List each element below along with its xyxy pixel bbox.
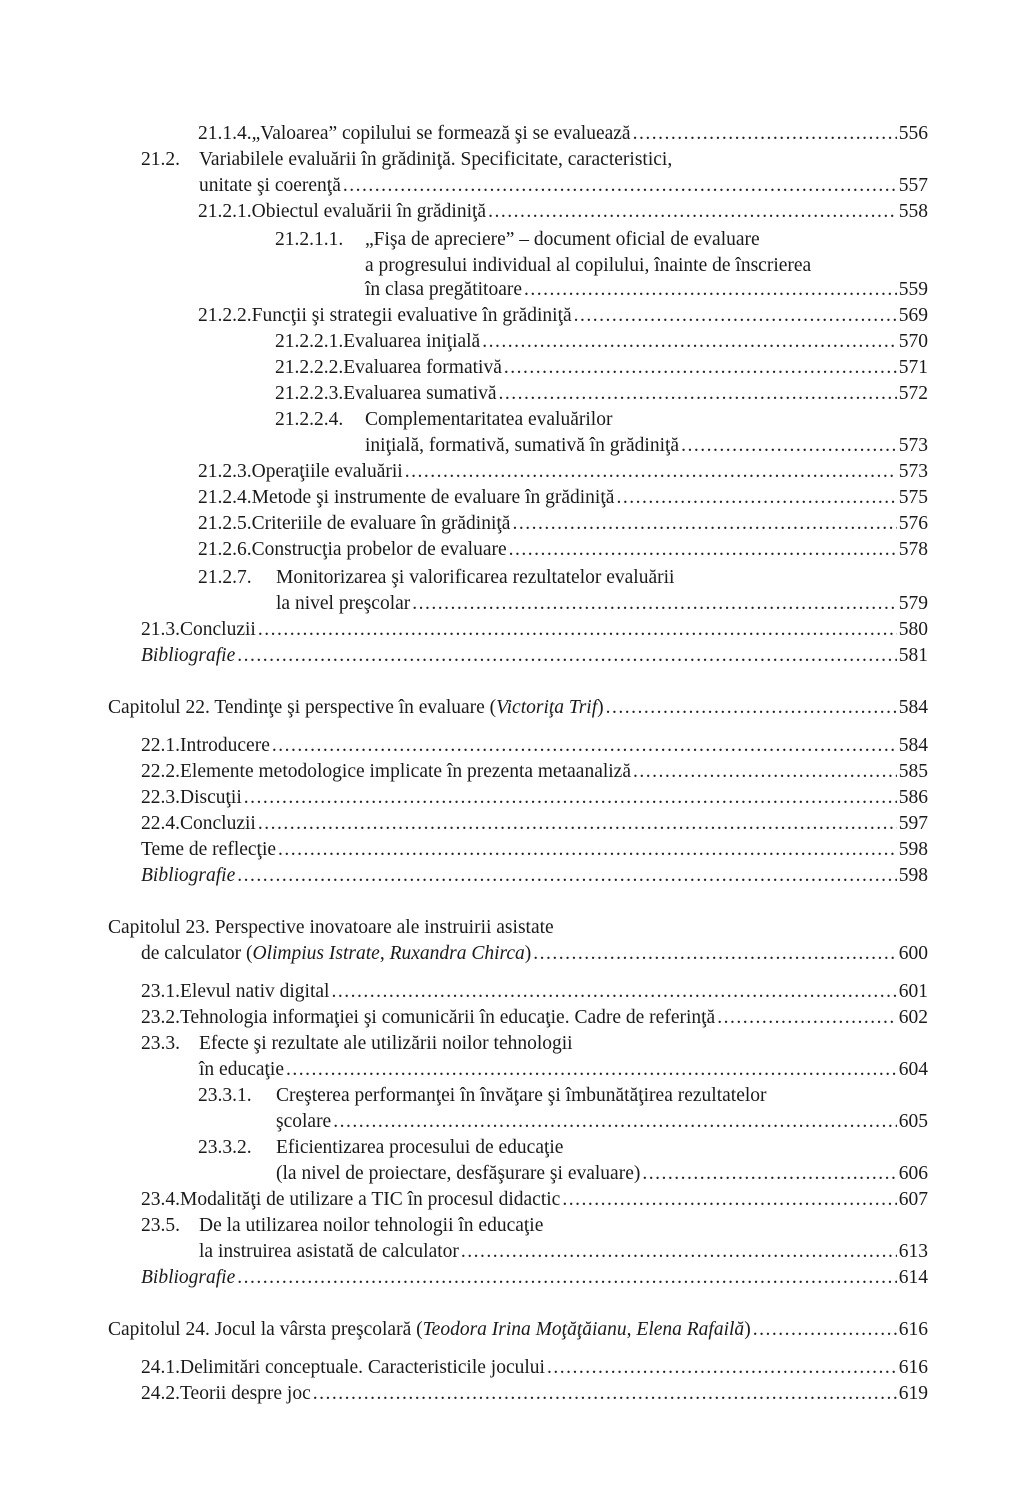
leader-dots <box>405 459 897 485</box>
section-number: 21.2.1.1. <box>275 229 344 250</box>
toc-entry[interactable] <box>198 1083 928 1109</box>
separator: , <box>626 1319 637 1340</box>
section-title: Concluzii <box>180 813 256 834</box>
section-title: Teme de reflecţie <box>141 839 277 860</box>
section-number: 21.3. <box>141 619 180 640</box>
section-title: în clasa pregătitoare <box>365 279 522 300</box>
toc-entry-continuation[interactable] <box>276 1161 928 1187</box>
section-title: Bibliografie <box>141 865 236 886</box>
page-number: 556 <box>898 123 928 144</box>
section-title: la nivel preşcolar <box>276 593 411 614</box>
toc-entry-continuation <box>365 253 928 279</box>
section-title: Concluzii <box>180 619 256 640</box>
section-title: Monitorizarea şi valorificarea rezultatelor evaluării <box>276 567 675 588</box>
section-title: Elemente metodologice implicate în prezenta metaanaliză <box>180 761 631 782</box>
leader-dots <box>524 277 897 303</box>
leader-dots <box>286 1057 897 1083</box>
page-number: 584 <box>898 735 928 756</box>
section-title: Elevul nativ digital <box>180 981 330 1002</box>
leader-dots <box>244 785 897 811</box>
chapter-title <box>108 1317 751 1343</box>
leader-dots <box>461 1239 897 1265</box>
section-title: Bibliografie <box>141 645 236 666</box>
page-number: 585 <box>898 761 928 782</box>
section-title: Metode şi instrumente de evaluare în grădiniţă <box>251 487 615 508</box>
section-number: 22.3. <box>141 787 180 808</box>
leader-dots <box>313 1381 897 1407</box>
page-number: 614 <box>898 1267 928 1288</box>
toc-entry[interactable] <box>198 303 928 329</box>
page-number: 584 <box>898 697 928 718</box>
toc-entry[interactable] <box>141 147 928 173</box>
page-number: 570 <box>898 331 928 352</box>
leader-dots <box>237 863 897 889</box>
section-number: 21.2.2.1. <box>275 331 344 352</box>
leader-dots <box>488 199 897 225</box>
section-title: Funcţii şi strategii evaluative în grădiniţă <box>251 305 572 326</box>
section-number: 21.2.6. <box>198 539 252 560</box>
page-number: 600 <box>898 943 928 964</box>
section-title: Teorii despre joc <box>180 1383 311 1404</box>
section-title: Evaluarea formativă <box>343 357 502 378</box>
chapter-title-text: de calculator ( <box>141 943 253 964</box>
section-title: în educaţie <box>199 1059 284 1080</box>
leader-dots <box>574 303 897 329</box>
section-title: Discuţii <box>180 787 242 808</box>
section-number: 22.1. <box>141 735 180 756</box>
section-number: 21.2.2.4. <box>275 409 344 430</box>
page-number: 573 <box>898 461 928 482</box>
section-number: 21.2.5. <box>198 513 252 534</box>
section-title: Tehnologia informaţiei şi comunicării în educaţie. Cadre de referinţă <box>180 1007 716 1028</box>
toc-entry[interactable] <box>141 811 928 837</box>
chapter-heading-23-continuation[interactable] <box>141 941 928 967</box>
toc-entry[interactable] <box>275 227 928 253</box>
section-title: Evaluarea sumativă <box>343 383 497 404</box>
toc-entry[interactable] <box>198 1135 928 1161</box>
page-number: 586 <box>898 787 928 808</box>
page-number: 581 <box>898 645 928 666</box>
leader-dots <box>258 617 897 643</box>
chapter-title-text: Capitolul 22. Tendinţe şi perspective în evaluare ( <box>108 697 497 718</box>
page-number: 573 <box>898 435 928 456</box>
toc-entry-continuation[interactable] <box>199 173 928 199</box>
page-number: 598 <box>898 839 928 860</box>
leader-dots <box>717 1005 897 1031</box>
toc-entry-bibliography[interactable] <box>141 863 928 889</box>
section-number: 21.2.4. <box>198 487 252 508</box>
toc-entry[interactable] <box>141 1005 928 1031</box>
toc-entry[interactable] <box>141 733 928 759</box>
toc-entry[interactable] <box>141 1031 928 1057</box>
section-title: Obiectul evaluării în grădiniţă <box>251 201 487 222</box>
toc-entry-bibliography[interactable] <box>141 1265 928 1291</box>
section-title: Variabilele evaluării în grădiniţă. Specificitate, caracteristici, <box>199 149 673 170</box>
section-title: (la nivel de proiectare, desfăşurare şi evaluare) <box>276 1163 641 1184</box>
page-number: 579 <box>898 593 928 614</box>
toc-entry-continuation[interactable] <box>199 1057 928 1083</box>
page-number: 605 <box>898 1111 928 1132</box>
section-number: 23.3. <box>141 1033 180 1054</box>
page-number: 557 <box>898 175 928 196</box>
leader-dots <box>482 329 897 355</box>
page-number: 597 <box>898 813 928 834</box>
section-number: 23.3.1. <box>198 1085 252 1106</box>
section-number: 21.1.4. <box>198 123 252 144</box>
page-number: 601 <box>898 981 928 1002</box>
leader-dots <box>633 121 897 147</box>
section-number: 21.2.1. <box>198 201 252 222</box>
page-number: 616 <box>898 1319 928 1340</box>
toc-entry[interactable] <box>198 199 928 225</box>
leader-dots <box>562 1187 896 1213</box>
section-title: la instruirea asistată de calculator <box>199 1241 459 1262</box>
toc-entry[interactable] <box>141 1213 928 1239</box>
toc-entry-continuation[interactable] <box>365 277 928 303</box>
toc-entry[interactable] <box>198 121 928 147</box>
leader-dots <box>331 979 896 1005</box>
leader-dots <box>642 1161 896 1187</box>
page-number: 571 <box>898 357 928 378</box>
page-number: 572 <box>898 383 928 404</box>
section-title: Efecte şi rezultate ale utilizării noilor tehnologii <box>199 1033 573 1054</box>
leader-dots <box>272 733 897 759</box>
leader-dots <box>412 591 896 617</box>
chapter-title-text: Capitolul 23. Perspective inovatoare ale instruirii asistate <box>108 917 554 938</box>
leader-dots <box>237 643 897 669</box>
toc-entry-continuation[interactable] <box>365 433 928 459</box>
section-title: Bibliografie <box>141 1267 236 1288</box>
toc-entry[interactable] <box>198 537 928 563</box>
page-number: 559 <box>898 279 928 300</box>
page-number: 558 <box>898 201 928 222</box>
page-number: 576 <box>898 513 928 534</box>
leader-dots <box>258 811 897 837</box>
paren-close: ) <box>524 943 532 964</box>
section-title: Creşterea performanţei în învăţare şi îmbunătăţirea rezultatelor <box>276 1085 767 1106</box>
page-number: 619 <box>898 1383 928 1404</box>
toc-entry-reflection[interactable] <box>141 837 928 863</box>
toc-entry[interactable] <box>198 485 928 511</box>
section-title: iniţială, formativă, sumativă în grădiniţă <box>365 435 680 456</box>
chapter-title <box>108 695 604 721</box>
section-title: Eficientizarea procesului de educaţie <box>276 1137 564 1158</box>
section-title: unitate şi coerenţă <box>199 175 341 196</box>
leader-dots <box>616 485 896 511</box>
leader-dots <box>753 1317 897 1343</box>
section-number: 22.2. <box>141 761 180 782</box>
toc-entry[interactable] <box>275 329 928 355</box>
page-number: 569 <box>898 305 928 326</box>
section-title: a progresului individual al copilului, înainte de înscrierea <box>365 255 812 276</box>
chapter-title <box>141 941 531 967</box>
section-number: 23.2. <box>141 1007 180 1028</box>
toc-entry[interactable] <box>141 617 928 643</box>
leader-dots <box>533 941 896 967</box>
separator: , <box>379 943 390 964</box>
section-number: 21.2.3. <box>198 461 252 482</box>
chapter-author: Ruxandra Chirca <box>389 943 525 964</box>
leader-dots <box>504 355 897 381</box>
chapter-title-text: Capitolul 24. Jocul la vârsta preşcolară ( <box>108 1319 423 1340</box>
toc-entry[interactable] <box>141 785 928 811</box>
leader-dots <box>343 173 897 199</box>
section-number: 21.2.2. <box>198 305 252 326</box>
section-number: 21.2. <box>141 149 180 170</box>
section-title: Criteriile de evaluare în grădiniţă <box>251 513 511 534</box>
section-title: Evaluarea iniţială <box>343 331 481 352</box>
toc-entry[interactable] <box>275 407 928 433</box>
toc-entry[interactable] <box>141 979 928 1005</box>
toc-entry-bibliography[interactable] <box>141 643 928 669</box>
section-number: 21.2.2.3. <box>275 383 344 404</box>
toc-entry[interactable] <box>198 459 928 485</box>
section-title: şcolare <box>276 1111 332 1132</box>
section-title: „Fişa de apreciere” – document oficial de evaluare <box>365 229 760 250</box>
section-number: 24.1. <box>141 1357 180 1378</box>
leader-dots <box>509 537 897 563</box>
section-title: Operaţiile evaluării <box>251 461 403 482</box>
chapter-author: Teodora Irina Moţăţăianu <box>422 1319 627 1340</box>
page-number: 606 <box>898 1163 928 1184</box>
toc-entry[interactable] <box>141 1355 928 1381</box>
toc-entry[interactable] <box>275 381 928 407</box>
leader-dots <box>606 695 897 721</box>
section-title: De la utilizarea noilor tehnologii în educaţie <box>199 1215 544 1236</box>
leader-dots <box>547 1355 897 1381</box>
toc-entry[interactable] <box>198 511 928 537</box>
page-number: 602 <box>898 1007 928 1028</box>
page-number: 613 <box>898 1241 928 1262</box>
toc-entry[interactable] <box>198 565 928 591</box>
page-number: 578 <box>898 539 928 560</box>
toc-entry[interactable] <box>141 759 928 785</box>
chapter-heading-22[interactable] <box>108 695 928 721</box>
section-number: 23.4. <box>141 1189 180 1210</box>
toc-entry[interactable] <box>141 1381 928 1407</box>
section-title: Delimitări conceptuale. Caracteristicile jocului <box>180 1357 545 1378</box>
page-number: 607 <box>898 1189 928 1210</box>
section-number: 23.3.2. <box>198 1137 252 1158</box>
leader-dots <box>681 433 897 459</box>
leader-dots <box>237 1265 897 1291</box>
page-number: 616 <box>898 1357 928 1378</box>
chapter-heading-24[interactable] <box>108 1317 928 1343</box>
chapter-author: Elena Rafailă <box>636 1319 745 1340</box>
toc-entry[interactable] <box>141 1187 928 1213</box>
section-title: „Valoarea” copilului se formează şi se evaluează <box>251 123 631 144</box>
section-title: Introducere <box>180 735 270 756</box>
section-number: 21.2.7. <box>198 567 252 588</box>
section-title: Complementaritatea evaluărilor <box>365 409 613 430</box>
page-number: 575 <box>898 487 928 508</box>
leader-dots <box>633 759 897 785</box>
leader-dots <box>278 837 897 863</box>
section-number: 24.2. <box>141 1383 180 1404</box>
toc-entry[interactable] <box>275 355 928 381</box>
paren-close: ) <box>744 1319 751 1340</box>
section-number: 23.5. <box>141 1215 180 1236</box>
leader-dots <box>498 381 896 407</box>
section-number: 23.1. <box>141 981 180 1002</box>
toc-entry-continuation[interactable] <box>276 1109 928 1135</box>
page-number: 580 <box>898 619 928 640</box>
page-number: 604 <box>898 1059 928 1080</box>
chapter-author: Victoriţa Trif <box>496 697 598 718</box>
section-number: 22.4. <box>141 813 180 834</box>
chapter-heading-23[interactable] <box>108 915 928 941</box>
toc-entry-continuation[interactable] <box>276 591 928 617</box>
chapter-author: Olimpius Istrate <box>252 943 380 964</box>
section-title: Modalităţi de utilizare a TIC în procesul didactic <box>180 1189 561 1210</box>
section-title: Construcţia probelor de evaluare <box>251 539 507 560</box>
page-number: 598 <box>898 865 928 886</box>
leader-dots <box>512 511 896 537</box>
paren-close: ) <box>597 697 604 718</box>
leader-dots <box>333 1109 897 1135</box>
section-number: 21.2.2.2. <box>275 357 344 378</box>
toc-entry-continuation[interactable] <box>199 1239 928 1265</box>
